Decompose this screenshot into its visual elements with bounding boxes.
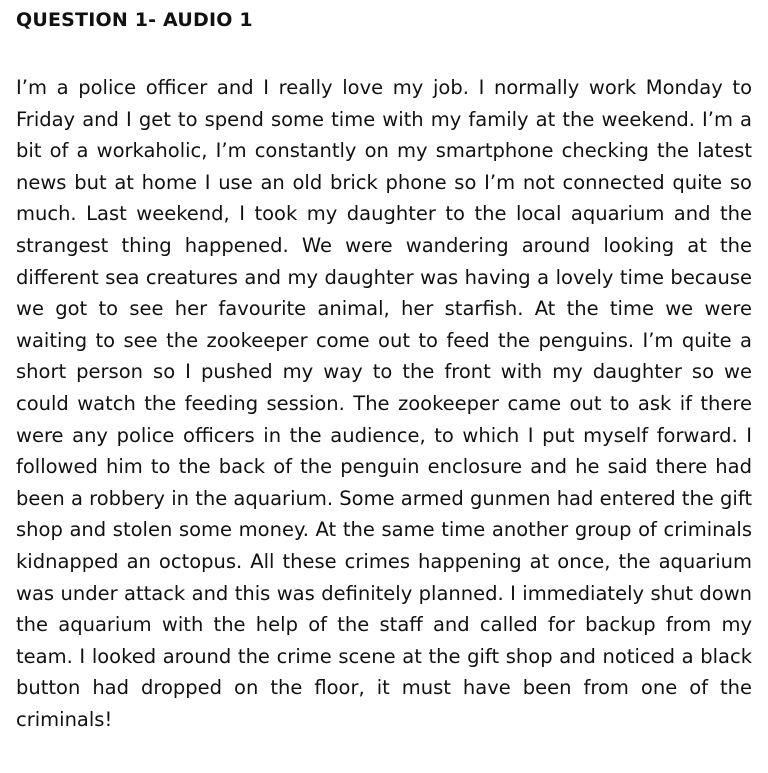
audio-transcript-paragraph: I’m a police officer and I really love my job. I normally work Monday to Friday and I get to spend some time with my family at the weekend. I’m a bit of a workaholic, I’m constantly on my smartphone checking the latest news but at home I use an old brick phone so I’m not connected quite so much. Last weekend, I took my daughter to the local aquarium and the strangest thing happened. We were wandering around looking at the different sea creatures and my daughter was having a lovely time because we got to see her favourite animal, her starfish. At the time we were waiting to see the zookeeper come out to feed the penguins. I’m quite a short person so I pushed my way to the front with my daughter so we could watch the feeding session. The zookeeper came out to ask if there were any police officers in the audience, to which I put myself forward. I followed him to the back of the penguin enclosure and he said there had been a robbery in the aquarium. Some armed gunmen had entered the gift shop and stolen some money. At the same time another group of criminals kidnapped an octopus. All these crimes happening at once, the aquarium was under attack and this was definitely planned. I immediately shut down the aquarium with the help of the staff and called for backup from my team. I looked around the crime scene at the gift shop and noticed a black button had dropped on the floor, it must have been from one of the criminals! [16, 76, 752, 731]
question-title: QUESTION 1- AUDIO 1 [16, 9, 253, 31]
document-page [16, 6, 752, 755]
